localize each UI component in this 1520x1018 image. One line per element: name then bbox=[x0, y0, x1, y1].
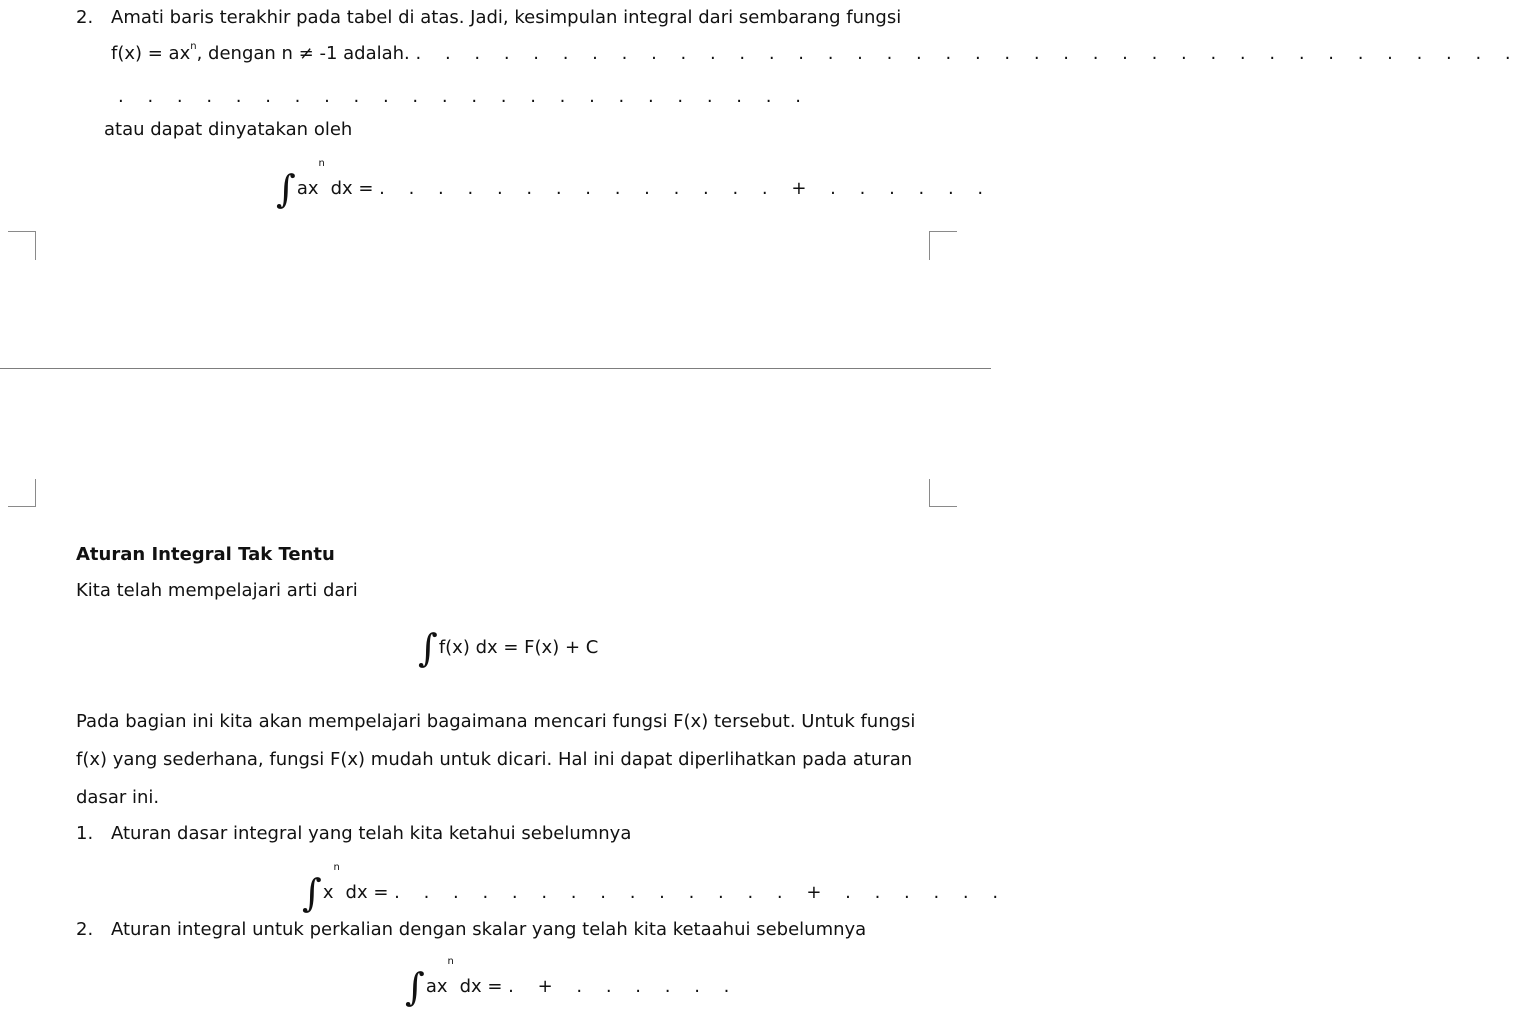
function-expression: f(x) = ax bbox=[111, 43, 191, 64]
formula-main bbox=[418, 621, 599, 670]
integral-sign: ∫ bbox=[405, 965, 425, 1009]
formula-rest: dx = bbox=[324, 178, 380, 199]
exponent: n bbox=[318, 158, 325, 169]
exponent: n bbox=[190, 41, 197, 52]
integral-sign: ∫ bbox=[302, 871, 322, 915]
item-2-line-1 bbox=[76, 9, 901, 27]
rule-2 bbox=[76, 921, 866, 939]
item-2-text: Amati baris terakhir pada tabel di atas. Jadi, kesimpulan integral dari sembarang fungsi bbox=[111, 7, 902, 28]
integrand-base: ax bbox=[296, 178, 319, 199]
rule-number: 1. bbox=[76, 823, 94, 844]
item-2-line-4: atau dapat dinyatakan oleh bbox=[104, 119, 353, 140]
item-number: 2. bbox=[76, 7, 94, 28]
formula-ax-n-scalar bbox=[405, 956, 739, 1009]
paragraph-line-3: dasar ini. bbox=[76, 787, 160, 808]
rule-number: 2. bbox=[76, 919, 94, 940]
formula-rest: dx = bbox=[339, 882, 395, 903]
condition-text: , dengan n ≠ -1 adalah. bbox=[196, 43, 410, 64]
rule-text: Aturan dasar integral yang telah kita ketahui sebelumnya bbox=[111, 823, 632, 844]
section-heading: Aturan Integral Tak Tentu bbox=[76, 544, 335, 565]
answer-dots: . . . . . . . . . . . . . . + . . . . . . bbox=[379, 178, 993, 199]
answer-dots-continued: . . . . . . . . . . . . . . . . . . . . . . . . bbox=[118, 86, 810, 107]
crop-mark-bottom-right bbox=[929, 479, 957, 507]
paragraph-line-2: f(x) yang sederhana, fungsi F(x) mudah untuk dicari. Hal ini dapat diperlihatkan pada aturan bbox=[76, 749, 913, 770]
integrand-base: ax bbox=[425, 976, 448, 997]
answer-dots: . . . . . . . . . . . . . . + . . . . . . bbox=[394, 882, 1008, 903]
formula-ax-n bbox=[276, 158, 993, 211]
rule-1 bbox=[76, 825, 631, 843]
paragraph-line-1: Pada bagian ini kita akan mempelajari bagaimana mencari fungsi F(x) tersebut. Untuk fungsi bbox=[76, 711, 916, 732]
integrand-base: x bbox=[322, 882, 334, 903]
formula-text: f(x) dx = F(x) + C bbox=[438, 637, 599, 658]
item-2-line-2 bbox=[111, 41, 1520, 64]
crop-mark-bottom-left bbox=[8, 479, 36, 507]
rule-text: Aturan integral untuk perkalian dengan skalar yang telah kita ketaahui sebelumnya bbox=[111, 919, 867, 940]
integral-sign: ∫ bbox=[418, 626, 438, 670]
page-break bbox=[0, 368, 991, 369]
integral-sign: ∫ bbox=[276, 167, 296, 211]
formula-rest: dx = bbox=[453, 976, 509, 997]
answer-dots: . . . . . . . . . . . . . . . . . . . . . . . . . . . . . . . . . . . . . . bbox=[415, 43, 1520, 64]
exponent: n bbox=[447, 956, 454, 967]
crop-mark-top-left bbox=[8, 231, 36, 260]
exponent: n bbox=[333, 862, 340, 873]
formula-x-n bbox=[302, 862, 1008, 915]
intro-text: Kita telah mempelajari arti dari bbox=[76, 580, 358, 601]
crop-mark-top-right bbox=[929, 231, 957, 260]
answer-dots: . + . . . . . . bbox=[508, 976, 739, 997]
